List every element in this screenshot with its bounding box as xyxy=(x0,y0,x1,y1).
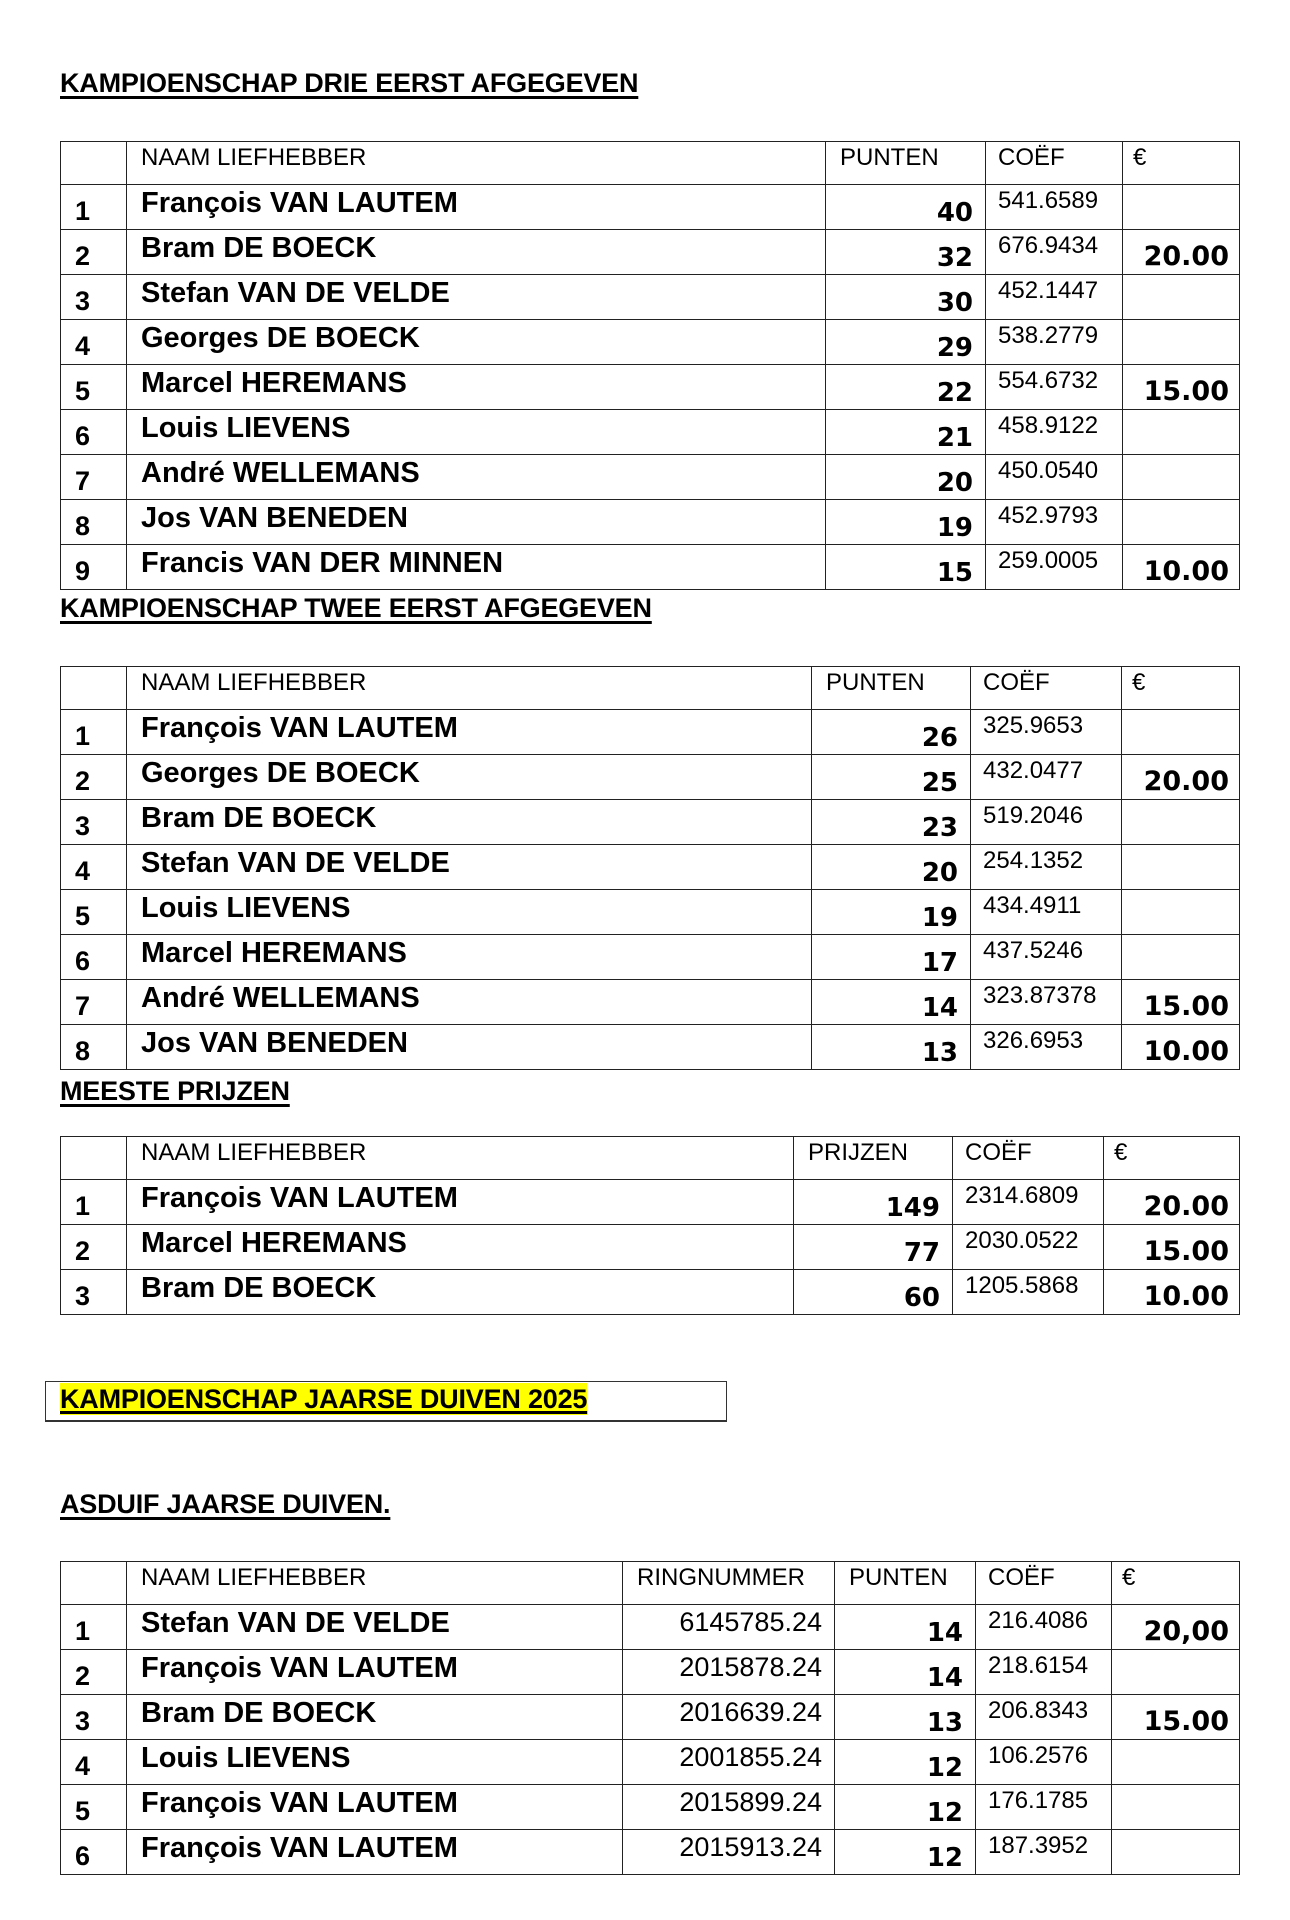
rank-cell: 6 xyxy=(61,935,127,980)
coefficient-cell: 216.4086 xyxy=(976,1605,1112,1650)
fancier-name-cell: François VAN LAUTEM xyxy=(127,1180,794,1225)
table-row xyxy=(61,455,1240,500)
prize-euro-cell: 10.00 xyxy=(1123,545,1240,590)
coefficient-cell: 323.87378 xyxy=(971,980,1122,1025)
column-header-points: PUNTEN xyxy=(826,142,986,185)
column-header-coef: COËF xyxy=(986,142,1123,185)
points-cell: 12 xyxy=(835,1785,976,1830)
points-cell: 12 xyxy=(835,1830,976,1875)
column-header-coef: COËF xyxy=(953,1137,1104,1180)
fancier-name-cell: Bram DE BOECK xyxy=(127,1695,623,1740)
coefficient-cell: 106.2576 xyxy=(976,1740,1112,1785)
points-cell: 20 xyxy=(826,455,986,500)
points-cell: 12 xyxy=(835,1740,976,1785)
rank-cell: 6 xyxy=(61,1830,127,1875)
rank-cell: 4 xyxy=(61,320,127,365)
coefficient-cell: 254.1352 xyxy=(971,845,1122,890)
rank-cell: 1 xyxy=(61,1605,127,1650)
column-header-euro: € xyxy=(1104,1137,1240,1180)
table-row xyxy=(61,755,1240,800)
table-row xyxy=(61,1740,1240,1785)
ring-number-cell: 2015899.24 xyxy=(623,1785,835,1830)
coefficient-cell: 538.2779 xyxy=(986,320,1123,365)
rank-cell: 3 xyxy=(61,800,127,845)
section-title-asduif: ASDUIF JAARSE DUIVEN. xyxy=(60,1489,391,1519)
coefficient-cell: 1205.5868 xyxy=(953,1270,1104,1315)
coefficient-cell: 218.6154 xyxy=(976,1650,1112,1695)
points-cell: 14 xyxy=(812,980,971,1025)
table-row xyxy=(61,980,1240,1025)
ring-number-cell: 2016639.24 xyxy=(623,1695,835,1740)
column-header-name: NAAM LIEFHEBBER xyxy=(127,1562,623,1605)
table-row xyxy=(61,365,1240,410)
fancier-name-cell: Louis LIEVENS xyxy=(127,1740,623,1785)
fancier-name-cell: Marcel HEREMANS xyxy=(127,935,812,980)
column-header-index xyxy=(61,142,127,185)
prize-euro-cell xyxy=(1122,935,1240,980)
prize-euro-cell xyxy=(1123,185,1240,230)
rank-cell: 9 xyxy=(61,545,127,590)
fancier-name-cell: Louis LIEVENS xyxy=(127,410,826,455)
fancier-name-cell: Bram DE BOECK xyxy=(127,800,812,845)
rank-cell: 6 xyxy=(61,410,127,455)
prize-euro-cell xyxy=(1112,1830,1240,1875)
points-cell: 14 xyxy=(835,1605,976,1650)
coefficient-cell: 206.8343 xyxy=(976,1695,1112,1740)
prize-euro-cell xyxy=(1122,890,1240,935)
points-cell: 25 xyxy=(812,755,971,800)
rank-cell: 1 xyxy=(61,1180,127,1225)
column-header-coef: COËF xyxy=(976,1562,1112,1605)
prize-euro-cell xyxy=(1112,1785,1240,1830)
table-row xyxy=(61,1605,1240,1650)
prize-euro-cell xyxy=(1123,275,1240,320)
prize-euro-cell xyxy=(1123,410,1240,455)
table-row xyxy=(61,890,1240,935)
rank-cell: 5 xyxy=(61,365,127,410)
rank-cell: 2 xyxy=(61,755,127,800)
fancier-name-cell: François VAN LAUTEM xyxy=(127,1785,623,1830)
fancier-name-cell: Georges DE BOECK xyxy=(127,755,812,800)
points-cell: 19 xyxy=(826,500,986,545)
table-row xyxy=(61,845,1240,890)
points-cell: 13 xyxy=(835,1695,976,1740)
prize-euro-cell xyxy=(1123,500,1240,545)
rank-cell: 2 xyxy=(61,1650,127,1695)
coefficient-cell: 434.4911 xyxy=(971,890,1122,935)
prize-euro-cell xyxy=(1122,800,1240,845)
column-header-index xyxy=(61,1137,127,1180)
coefficient-cell: 325.9653 xyxy=(971,710,1122,755)
table-header-row xyxy=(61,1137,1240,1180)
fancier-name-cell: André WELLEMANS xyxy=(127,455,826,500)
coefficient-cell: 432.0477 xyxy=(971,755,1122,800)
fancier-name-cell: Jos VAN BENEDEN xyxy=(127,500,826,545)
points-cell: 20 xyxy=(812,845,971,890)
column-header-euro: € xyxy=(1122,667,1240,710)
points-cell: 32 xyxy=(826,230,986,275)
rank-cell: 3 xyxy=(61,275,127,320)
fancier-name-cell: Jos VAN BENEDEN xyxy=(127,1025,812,1070)
table-twee-eerst xyxy=(60,666,1240,1070)
coefficient-cell: 519.2046 xyxy=(971,800,1122,845)
table-row xyxy=(61,230,1240,275)
table-header-row xyxy=(61,142,1240,185)
rank-cell: 8 xyxy=(61,1025,127,1070)
table-row xyxy=(61,935,1240,980)
rank-cell: 4 xyxy=(61,1740,127,1785)
table-row xyxy=(61,275,1240,320)
table-row xyxy=(61,1830,1240,1875)
table-row xyxy=(61,1270,1240,1315)
prize-euro-cell xyxy=(1112,1740,1240,1785)
column-header-index xyxy=(61,1562,127,1605)
points-cell: 29 xyxy=(826,320,986,365)
prize-euro-cell xyxy=(1123,455,1240,500)
coefficient-cell: 326.6953 xyxy=(971,1025,1122,1070)
prize-euro-cell xyxy=(1112,1650,1240,1695)
fancier-name-cell: François VAN LAUTEM xyxy=(127,185,826,230)
column-header-points: PRIJZEN xyxy=(794,1137,953,1180)
rank-cell: 8 xyxy=(61,500,127,545)
column-header-index xyxy=(61,667,127,710)
column-header-euro: € xyxy=(1112,1562,1240,1605)
fancier-name-cell: Louis LIEVENS xyxy=(127,890,812,935)
coefficient-cell: 452.9793 xyxy=(986,500,1123,545)
coefficient-cell: 676.9434 xyxy=(986,230,1123,275)
rank-cell: 7 xyxy=(61,980,127,1025)
ring-number-cell: 2015913.24 xyxy=(623,1830,835,1875)
rank-cell: 7 xyxy=(61,455,127,500)
fancier-name-cell: André WELLEMANS xyxy=(127,980,812,1025)
coefficient-cell: 2030.0522 xyxy=(953,1225,1104,1270)
column-header-name: NAAM LIEFHEBBER xyxy=(127,142,826,185)
coefficient-cell: 2314.6809 xyxy=(953,1180,1104,1225)
prize-euro-cell xyxy=(1123,320,1240,365)
table-header-row xyxy=(61,1562,1240,1605)
prize-euro-cell xyxy=(1122,845,1240,890)
table-asduif xyxy=(60,1561,1240,1875)
section-title-twee-eerst: KAMPIOENSCHAP TWEE EERST AFGEGEVEN xyxy=(60,593,652,623)
column-header-points: PUNTEN xyxy=(835,1562,976,1605)
points-cell: 30 xyxy=(826,275,986,320)
coefficient-cell: 187.3952 xyxy=(976,1830,1112,1875)
coefficient-cell: 176.1785 xyxy=(976,1785,1112,1830)
fancier-name-cell: Marcel HEREMANS xyxy=(127,1225,794,1270)
fancier-name-cell: François VAN LAUTEM xyxy=(127,710,812,755)
column-header-ring: RINGNUMMER xyxy=(623,1562,835,1605)
table-meeste-prijzen xyxy=(60,1136,1240,1315)
rank-cell: 1 xyxy=(61,710,127,755)
prize-euro-cell: 10.00 xyxy=(1104,1270,1240,1315)
table-row xyxy=(61,500,1240,545)
section-title-meeste-prijzen: MEESTE PRIJZEN xyxy=(60,1076,290,1106)
table-row xyxy=(61,1025,1240,1070)
table-row xyxy=(61,1225,1240,1270)
prize-euro-cell: 15.00 xyxy=(1122,980,1240,1025)
ring-number-cell: 6145785.24 xyxy=(623,1605,835,1650)
rank-cell: 5 xyxy=(61,890,127,935)
table-row xyxy=(61,185,1240,230)
points-cell: 77 xyxy=(794,1225,953,1270)
prize-euro-cell: 15.00 xyxy=(1112,1695,1240,1740)
prize-euro-cell xyxy=(1122,710,1240,755)
fancier-name-cell: Stefan VAN DE VELDE xyxy=(127,845,812,890)
column-header-euro: € xyxy=(1123,142,1240,185)
fancier-name-cell: François VAN LAUTEM xyxy=(127,1830,623,1875)
prize-euro-cell: 15.00 xyxy=(1104,1225,1240,1270)
prize-euro-cell: 20.00 xyxy=(1122,755,1240,800)
points-cell: 149 xyxy=(794,1180,953,1225)
rank-cell: 4 xyxy=(61,845,127,890)
points-cell: 14 xyxy=(835,1650,976,1695)
fancier-name-cell: Bram DE BOECK xyxy=(127,230,826,275)
coefficient-cell: 259.0005 xyxy=(986,545,1123,590)
fancier-name-cell: Marcel HEREMANS xyxy=(127,365,826,410)
coefficient-cell: 458.9122 xyxy=(986,410,1123,455)
table-row xyxy=(61,320,1240,365)
points-cell: 19 xyxy=(812,890,971,935)
rank-cell: 2 xyxy=(61,1225,127,1270)
column-header-coef: COËF xyxy=(971,667,1122,710)
rank-cell: 3 xyxy=(61,1695,127,1740)
rank-cell: 1 xyxy=(61,185,127,230)
fancier-name-cell: Stefan VAN DE VELDE xyxy=(127,275,826,320)
fancier-name-cell: Georges DE BOECK xyxy=(127,320,826,365)
prize-euro-cell: 15.00 xyxy=(1123,365,1240,410)
prize-euro-cell: 20.00 xyxy=(1123,230,1240,275)
coefficient-cell: 450.0540 xyxy=(986,455,1123,500)
table-row xyxy=(61,410,1240,455)
column-header-points: PUNTEN xyxy=(812,667,971,710)
table-row xyxy=(61,1650,1240,1695)
ring-number-cell: 2001855.24 xyxy=(623,1740,835,1785)
points-cell: 40 xyxy=(826,185,986,230)
coefficient-cell: 452.1447 xyxy=(986,275,1123,320)
points-cell: 60 xyxy=(794,1270,953,1315)
column-header-name: NAAM LIEFHEBBER xyxy=(127,1137,794,1180)
table-row xyxy=(61,1785,1240,1830)
prize-euro-cell: 20,00 xyxy=(1112,1605,1240,1650)
table-row xyxy=(61,710,1240,755)
coefficient-cell: 541.6589 xyxy=(986,185,1123,230)
fancier-name-cell: Bram DE BOECK xyxy=(127,1270,794,1315)
table-row xyxy=(61,1695,1240,1740)
column-header-name: NAAM LIEFHEBBER xyxy=(127,667,812,710)
points-cell: 26 xyxy=(812,710,971,755)
fancier-name-cell: François VAN LAUTEM xyxy=(127,1650,623,1695)
table-row xyxy=(61,800,1240,845)
points-cell: 17 xyxy=(812,935,971,980)
table-header-row xyxy=(61,667,1240,710)
ring-number-cell: 2015878.24 xyxy=(623,1650,835,1695)
points-cell: 21 xyxy=(826,410,986,455)
rank-cell: 5 xyxy=(61,1785,127,1830)
rank-cell: 3 xyxy=(61,1270,127,1315)
coefficient-cell: 554.6732 xyxy=(986,365,1123,410)
fancier-name-cell: Francis VAN DER MINNEN xyxy=(127,545,826,590)
fancier-name-cell: Stefan VAN DE VELDE xyxy=(127,1605,623,1650)
section-title-drie-eerst: KAMPIOENSCHAP DRIE EERST AFGEGEVEN xyxy=(60,68,639,98)
prize-euro-cell: 20.00 xyxy=(1104,1180,1240,1225)
points-cell: 15 xyxy=(826,545,986,590)
table-row xyxy=(61,1180,1240,1225)
points-cell: 13 xyxy=(812,1025,971,1070)
points-cell: 23 xyxy=(812,800,971,845)
prize-euro-cell: 10.00 xyxy=(1122,1025,1240,1070)
section-title-jaarse-duiven: KAMPIOENSCHAP JAARSE DUIVEN 2025 xyxy=(60,1384,588,1414)
table-drie-eerst xyxy=(60,141,1240,590)
rank-cell: 2 xyxy=(61,230,127,275)
coefficient-cell: 437.5246 xyxy=(971,935,1122,980)
table-row xyxy=(61,545,1240,590)
points-cell: 22 xyxy=(826,365,986,410)
